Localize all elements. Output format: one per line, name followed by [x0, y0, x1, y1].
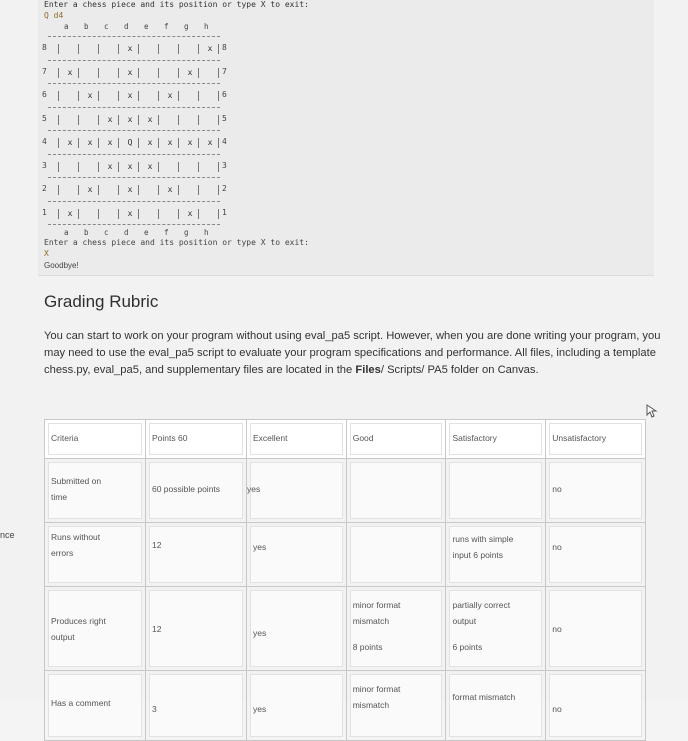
terminal-input-top: Q d4 [44, 11, 64, 20]
cell-divider [118, 44, 119, 54]
cell-divider [138, 91, 139, 101]
board-square: x [147, 138, 153, 147]
board-square [60, 90, 80, 102]
board-square: x [67, 208, 73, 218]
cell-divider [98, 91, 99, 101]
board-square [180, 114, 200, 126]
cell-divider [98, 115, 99, 125]
board-square [160, 67, 180, 79]
cell-divider [118, 162, 119, 172]
rank-label-left: 5 [42, 113, 47, 123]
cell-divider [178, 44, 179, 54]
cell-divider [118, 138, 119, 148]
rubric-cell [446, 459, 546, 523]
rubric-cell [145, 671, 246, 741]
cell-divider [198, 91, 199, 101]
board-square [160, 161, 180, 173]
rubric-row-output [45, 587, 646, 671]
column-letter: c [104, 228, 109, 237]
cell-divider [58, 185, 59, 195]
board-square [180, 90, 200, 102]
board-separator [48, 130, 220, 131]
terminal-output [38, 0, 654, 276]
points-value: 12 [151, 624, 162, 634]
satisfactory-line: runs with simple [452, 534, 514, 544]
good-line: minor format [352, 684, 401, 694]
section-paragraph [44, 328, 664, 379]
cell-divider [98, 138, 99, 148]
column-letter: e [144, 228, 149, 237]
paragraph-text-end: / Scripts/ PA5 folder on Canvas. [380, 364, 539, 376]
cell-divider [198, 209, 199, 219]
unsatisfactory-value: no [552, 624, 562, 634]
cell-divider [158, 44, 159, 54]
cell-divider [58, 162, 59, 172]
column-letter: d [124, 22, 129, 31]
cell-divider [78, 44, 79, 54]
board-square: x [127, 208, 133, 218]
rubric-header-cell [546, 420, 646, 459]
rank-label-right: 1 [222, 207, 227, 217]
board-square: Q [127, 138, 133, 147]
column-letter: a [64, 22, 69, 31]
cell-divider [138, 162, 139, 172]
rubric-cell [546, 459, 646, 523]
board-square [200, 67, 220, 79]
rubric-cell [446, 587, 546, 671]
board-square [160, 208, 180, 220]
board-square: x [147, 114, 153, 124]
board-square: x [127, 185, 133, 194]
board-separator [48, 107, 220, 108]
board-square: x [187, 67, 193, 77]
board-square: x [87, 138, 93, 147]
cell-divider [118, 91, 119, 101]
section-title: Grading Rubric [44, 292, 159, 311]
cell-divider [218, 91, 219, 101]
header-excellent: Excellent [252, 433, 288, 443]
rubric-header-cell [446, 420, 546, 459]
column-letter: d [124, 228, 129, 237]
files-folder-text: Files [355, 364, 381, 376]
board-square: x [127, 161, 133, 171]
rubric-cell [346, 523, 446, 587]
cell-divider [78, 209, 79, 219]
board-square: x [127, 91, 133, 100]
column-letter: e [144, 22, 149, 31]
board-square [200, 90, 220, 102]
board-separator [48, 224, 220, 225]
cell-divider [118, 68, 119, 78]
rubric-cell [145, 523, 246, 587]
board-square: x [207, 44, 213, 53]
rubric-cell [45, 587, 146, 671]
board-square [200, 161, 220, 173]
cell-divider [158, 91, 159, 101]
column-letter: g [184, 228, 189, 237]
criteria-line: Submitted on [51, 476, 102, 486]
board-separator [48, 177, 220, 178]
cell-divider [78, 162, 79, 172]
board-square [140, 67, 160, 79]
board-square [200, 114, 220, 126]
board-square: x [167, 138, 173, 147]
cell-divider [58, 138, 59, 148]
cell-divider [98, 185, 99, 195]
points-value: 3 [151, 704, 157, 714]
header-satisfactory: Satisfactory [452, 433, 497, 443]
cell-divider [118, 209, 119, 219]
cell-divider [178, 162, 179, 172]
rank-label-right: 4 [222, 137, 227, 146]
mouse-pointer-icon [646, 404, 658, 418]
cell-divider [78, 185, 79, 195]
board-square [100, 184, 120, 196]
satisfactory-line: partially correct [452, 600, 511, 610]
cell-divider [138, 68, 139, 78]
cell-divider [218, 185, 219, 195]
cell-divider [138, 115, 139, 125]
board-square [160, 114, 180, 126]
board-square [180, 161, 200, 173]
rank-label-left: 8 [42, 43, 47, 52]
board-separator [48, 36, 220, 37]
cell-divider [178, 68, 179, 78]
rubric-cell [45, 523, 146, 587]
cell-divider [138, 44, 139, 54]
satisfactory-line: input 6 points [452, 550, 504, 560]
rubric-cell [246, 459, 346, 523]
criteria-line: Has a comment [51, 698, 111, 708]
board-square [100, 90, 120, 102]
rubric-cell [246, 587, 346, 671]
rubric-row-comment [45, 671, 646, 741]
cell-divider [78, 138, 79, 148]
cell-divider [198, 68, 199, 78]
rank-label-left: 6 [42, 90, 47, 99]
rank-label-left: 4 [42, 137, 47, 146]
rank-label-left: 1 [42, 207, 47, 217]
column-letter: f [164, 22, 169, 31]
cell-divider [118, 115, 119, 125]
good-line: mismatch [352, 700, 390, 710]
terminal-prompt-bottom: Enter a chess piece and its position or type X to exit: [44, 238, 309, 247]
cell-divider [58, 209, 59, 219]
terminal-goodbye: Goodbye! [44, 261, 79, 270]
board-square [140, 90, 160, 102]
cell-divider [138, 185, 139, 195]
cell-divider [158, 138, 159, 148]
board-square: x [187, 208, 193, 218]
board-separator [48, 154, 220, 155]
board-square [60, 161, 80, 173]
board-square: x [187, 138, 193, 147]
board-square [180, 43, 200, 55]
column-letter: h [204, 22, 209, 31]
rank-label-left: 2 [42, 184, 47, 193]
cell-divider [58, 44, 59, 54]
unsatisfactory-value: no [552, 542, 562, 552]
cell-divider [158, 185, 159, 195]
cell-divider [98, 209, 99, 219]
good-line: mismatch [352, 616, 390, 626]
paragraph-text-start: You can start to work on your program without using eval_pa5 script. However, when you are done writing your program, you may need to use the eval_pa5 script to evaluate your program specifications and performance. All files, including a template chess.py, eval_pa5, and supplementary files are located in the [44, 330, 661, 376]
cell-divider [218, 115, 219, 125]
cell-divider [138, 138, 139, 148]
board-square [180, 184, 200, 196]
unsatisfactory-value: no [552, 484, 562, 494]
board-square [140, 208, 160, 220]
cell-divider [138, 209, 139, 219]
unsatisfactory-value: no [552, 704, 562, 714]
cell-divider [218, 44, 219, 54]
cell-divider [118, 185, 119, 195]
board-square [80, 67, 100, 79]
rubric-cell [446, 523, 546, 587]
satisfactory-line: format mismatch [452, 692, 516, 702]
board-square: x [107, 138, 113, 147]
cell-divider [198, 185, 199, 195]
excellent-value: yes [252, 542, 267, 552]
cell-divider [58, 91, 59, 101]
cell-divider [78, 115, 79, 125]
terminal-input-bottom: X [44, 249, 49, 258]
cell-divider [218, 162, 219, 172]
rubric-cell [546, 671, 646, 741]
board-separator [48, 83, 220, 84]
board-square [60, 114, 80, 126]
board-square: x [167, 185, 173, 194]
cell-divider [218, 138, 219, 148]
criteria-line: Produces right [51, 616, 106, 626]
criteria-line: errors [51, 548, 74, 558]
board-square [100, 43, 120, 55]
rank-label-right: 3 [222, 160, 227, 170]
board-square [80, 114, 100, 126]
rank-label-left: 7 [42, 66, 47, 76]
satisfactory-line: 6 points [452, 642, 483, 652]
column-letter: b [84, 22, 89, 31]
board-square: x [127, 67, 133, 77]
header-criteria: Criteria [51, 433, 79, 443]
excellent-value: yes [252, 704, 267, 714]
rubric-header-row [45, 420, 646, 459]
cell-divider [178, 91, 179, 101]
good-line: 8 points [352, 642, 383, 652]
rubric-cell [346, 459, 446, 523]
rubric-row-submitted [45, 459, 646, 523]
rubric-cell [546, 523, 646, 587]
column-letter: f [164, 228, 169, 237]
board-square [80, 43, 100, 55]
board-square: x [87, 91, 93, 100]
cell-divider [158, 209, 159, 219]
criteria-line: output [51, 632, 75, 642]
satisfactory-line: output [452, 616, 477, 626]
cell-divider [178, 138, 179, 148]
rank-label-right: 8 [222, 43, 227, 52]
board-square: x [127, 114, 133, 124]
cell-divider [98, 162, 99, 172]
board-square [80, 208, 100, 220]
rubric-header-cell [346, 420, 446, 459]
criteria-line: time [51, 492, 68, 502]
board-square: x [127, 44, 133, 53]
cell-divider [178, 209, 179, 219]
board-square: x [167, 91, 173, 100]
cell-divider [178, 115, 179, 125]
board-square [140, 184, 160, 196]
criteria-line: Runs without [51, 532, 101, 542]
board-square [100, 67, 120, 79]
side-cropped-label: nce [0, 530, 15, 540]
header-unsatisfactory: Unsatisfactory [552, 433, 607, 443]
rubric-cell [246, 671, 346, 741]
board-square: x [87, 185, 93, 194]
cell-divider [218, 209, 219, 219]
terminal-prompt-top: Enter a chess piece and its position or type X to exit: [44, 0, 309, 9]
board-square [60, 184, 80, 196]
cell-divider [218, 68, 219, 78]
board-square: x [147, 161, 153, 171]
rubric-cell [346, 671, 446, 741]
cell-divider [158, 68, 159, 78]
cell-divider [78, 68, 79, 78]
board-square [200, 208, 220, 220]
board-square [160, 43, 180, 55]
column-letter: g [184, 22, 189, 31]
cell-divider [58, 68, 59, 78]
cell-divider [58, 115, 59, 125]
board-square [140, 43, 160, 55]
cell-divider [198, 162, 199, 172]
cell-divider [198, 115, 199, 125]
cell-divider [198, 44, 199, 54]
cell-divider [98, 44, 99, 54]
cell-divider [78, 91, 79, 101]
cell-divider [178, 185, 179, 195]
board-square: x [67, 67, 73, 77]
header-good: Good [352, 433, 374, 443]
rank-label-right: 7 [222, 66, 227, 76]
rubric-cell [246, 523, 346, 587]
board-square: x [67, 138, 73, 147]
board-square [80, 161, 100, 173]
good-line: minor format [352, 600, 401, 610]
column-letter: a [64, 228, 69, 237]
cell-divider [198, 138, 199, 148]
cell-divider [158, 115, 159, 125]
header-points: Points 60 [151, 433, 188, 443]
column-letter: b [84, 228, 89, 237]
rubric-cell [446, 671, 546, 741]
excellent-value: yes [252, 628, 267, 638]
rubric-cell [45, 671, 146, 741]
points-value: 60 possible points [151, 484, 221, 494]
board-separator [48, 60, 220, 61]
rubric-cell [346, 587, 446, 671]
board-square [100, 208, 120, 220]
rubric-cell [145, 587, 246, 671]
board-square [200, 184, 220, 196]
excellent-value: yes [246, 484, 261, 494]
rubric-header-cell [246, 420, 346, 459]
rubric-header-cell [145, 420, 246, 459]
board-square: x [107, 161, 113, 171]
grading-rubric-table [44, 419, 646, 741]
column-letter: c [104, 22, 109, 31]
board-square [60, 43, 80, 55]
rank-label-left: 3 [42, 160, 47, 170]
board-square: x [107, 114, 113, 124]
rubric-cell [546, 587, 646, 671]
cell-divider [158, 162, 159, 172]
rank-label-right: 6 [222, 90, 227, 99]
rubric-row-runs [45, 523, 646, 587]
rank-label-right: 2 [222, 184, 227, 193]
column-letter: h [204, 228, 209, 237]
rubric-cell [145, 459, 246, 523]
board-square: x [207, 138, 213, 147]
points-value: 12 [151, 540, 162, 550]
rubric-header-cell [45, 420, 146, 459]
rubric-cell [45, 459, 146, 523]
board-separator [48, 201, 220, 202]
cell-divider [98, 68, 99, 78]
rank-label-right: 5 [222, 113, 227, 123]
